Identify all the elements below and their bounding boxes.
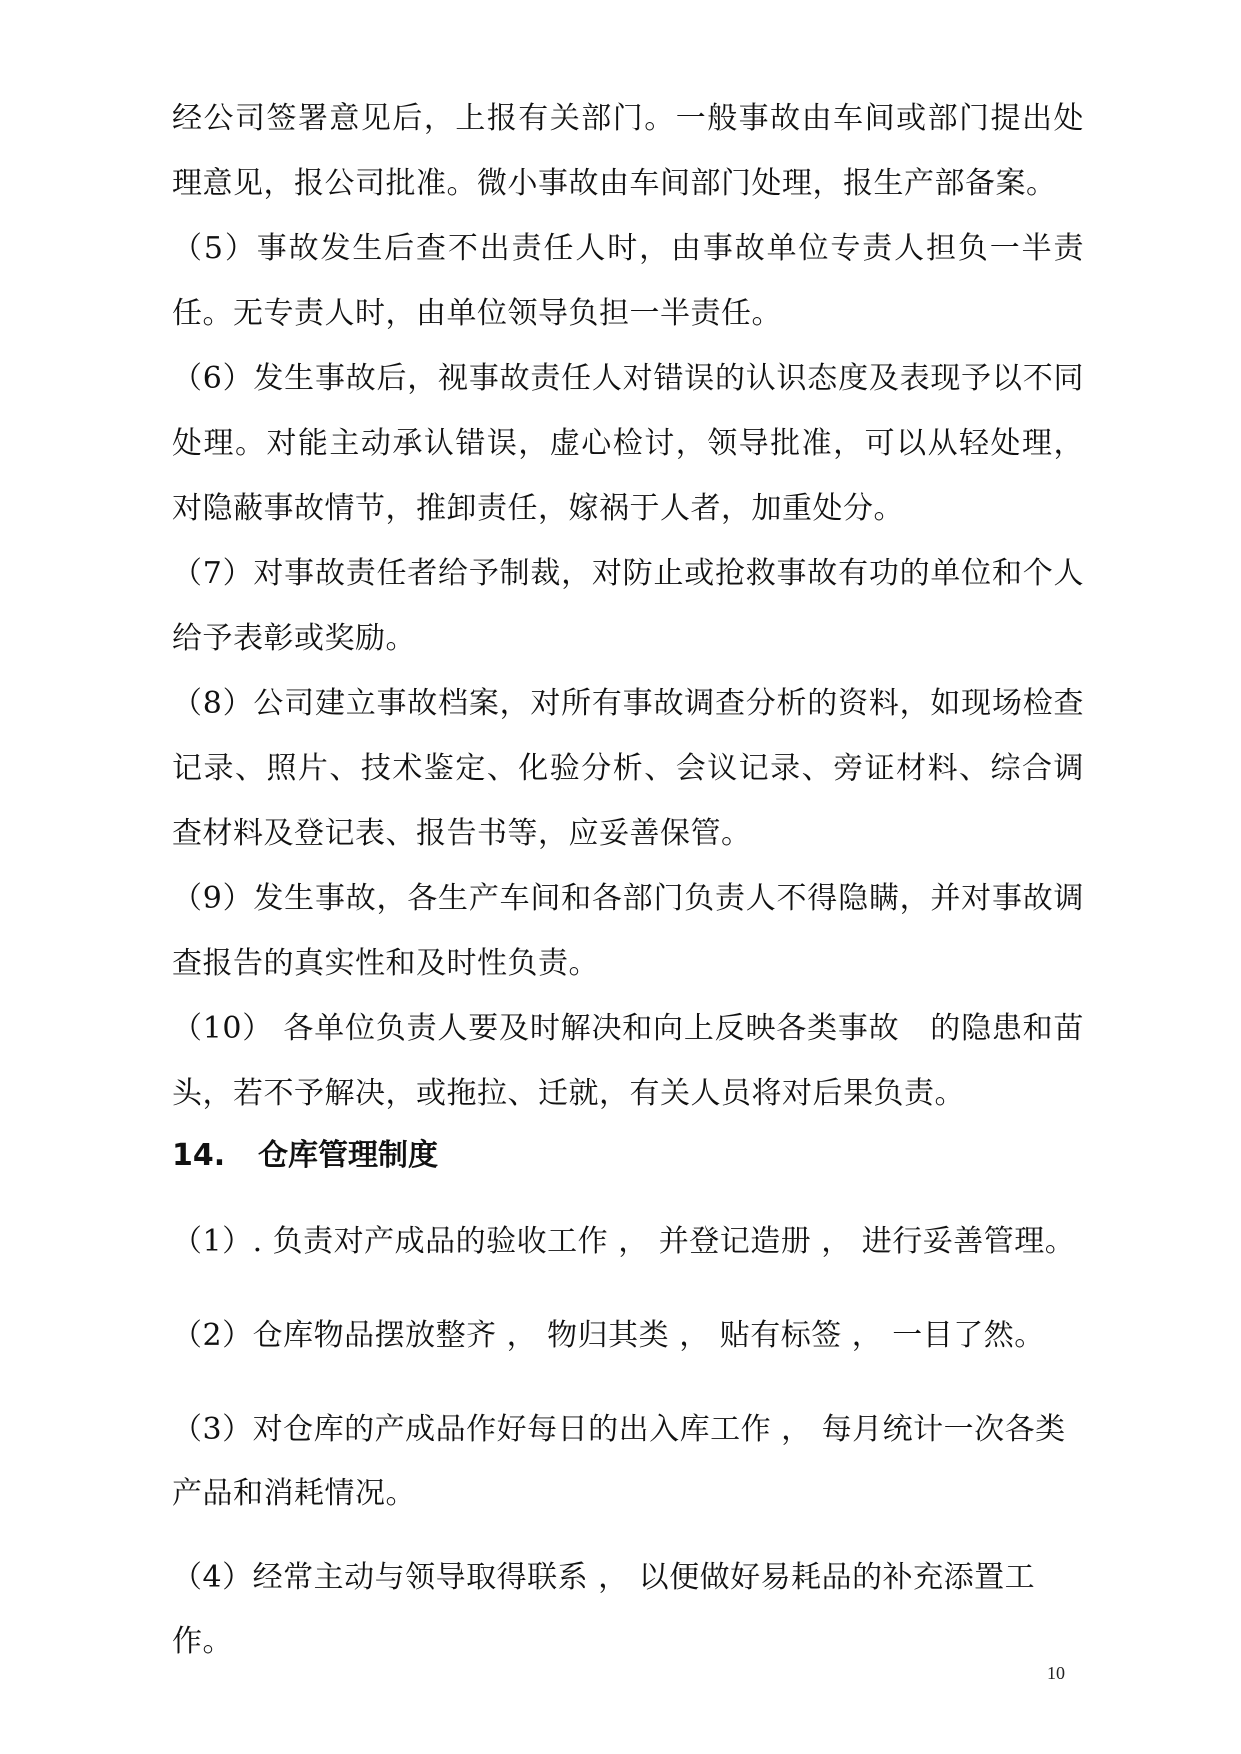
warehouse-item-2: （2）仓库物品摆放整齐 ， 物归其类 ， 贴有标签 ， 一目了然。 bbox=[172, 1318, 1045, 1353]
paragraph-item-10: （10） 各单位负责人要及时解决和向上反映各类事故 的隐患和苗头，若不予解决，或拖拉、迁就，有关人员将对后果负责。 bbox=[172, 1011, 1084, 1111]
section-heading bbox=[172, 1136, 1084, 1176]
paragraph-item-7: （7）对事故责任者给予制裁，对防止或抢救事故有功的单位和个人给予表彰或奖励。 bbox=[172, 556, 1084, 656]
warehouse-item-4: （4）经常主动与领导取得联系 ， 以便做好易耗品的补充添置工作。 bbox=[172, 1560, 1036, 1659]
section-title: 仓库管理制度 bbox=[258, 1138, 438, 1173]
warehouse-item-1: （1）. 负责对产成品的验收工作 ， 并登记造册 ， 进行妥善管理。 bbox=[172, 1224, 1076, 1259]
page-number: 10 bbox=[1047, 1663, 1065, 1683]
paragraph-item-9: （9）发生事故，各生产车间和各部门负责人不得隐瞒，并对事故调查报告的真实性和及时性负责。 bbox=[172, 881, 1084, 981]
paragraph-item-8: （8）公司建立事故档案，对所有事故调查分析的资料，如现场检查记录、照片、技术鉴定、化验分析、会议记录、旁证材料、综合调查材料及登记表、报告书等，应妥善保管。 bbox=[172, 686, 1084, 851]
paragraph-item-6: （6）发生事故后，视事故责任人对错误的认识态度及表现予以不同处理。对能主动承认错误，虚心检讨，领导批准，可以从轻处理，对隐蔽事故情节，推卸责任，嫁祸于人者，加重处分。 bbox=[172, 361, 1084, 526]
paragraph-item-5: （5）事故发生后查不出责任人时，由事故单位专责人担负一半责任。无专责人时，由单位领导负担一半责任。 bbox=[172, 231, 1084, 331]
section-number: 14. bbox=[172, 1138, 226, 1173]
warehouse-item-3: （3）对仓库的产成品作好每日的出入库工作 ， 每月统计一次各类产品和消耗情况。 bbox=[172, 1412, 1066, 1511]
paragraph-approval: 经公司签署意见后，上报有关部门。一般事故由车间或部门提出处理意见，报公司批准。微小事故由车间部门处理，报生产部备案。 bbox=[172, 101, 1084, 201]
page-content bbox=[172, 86, 1084, 1704]
